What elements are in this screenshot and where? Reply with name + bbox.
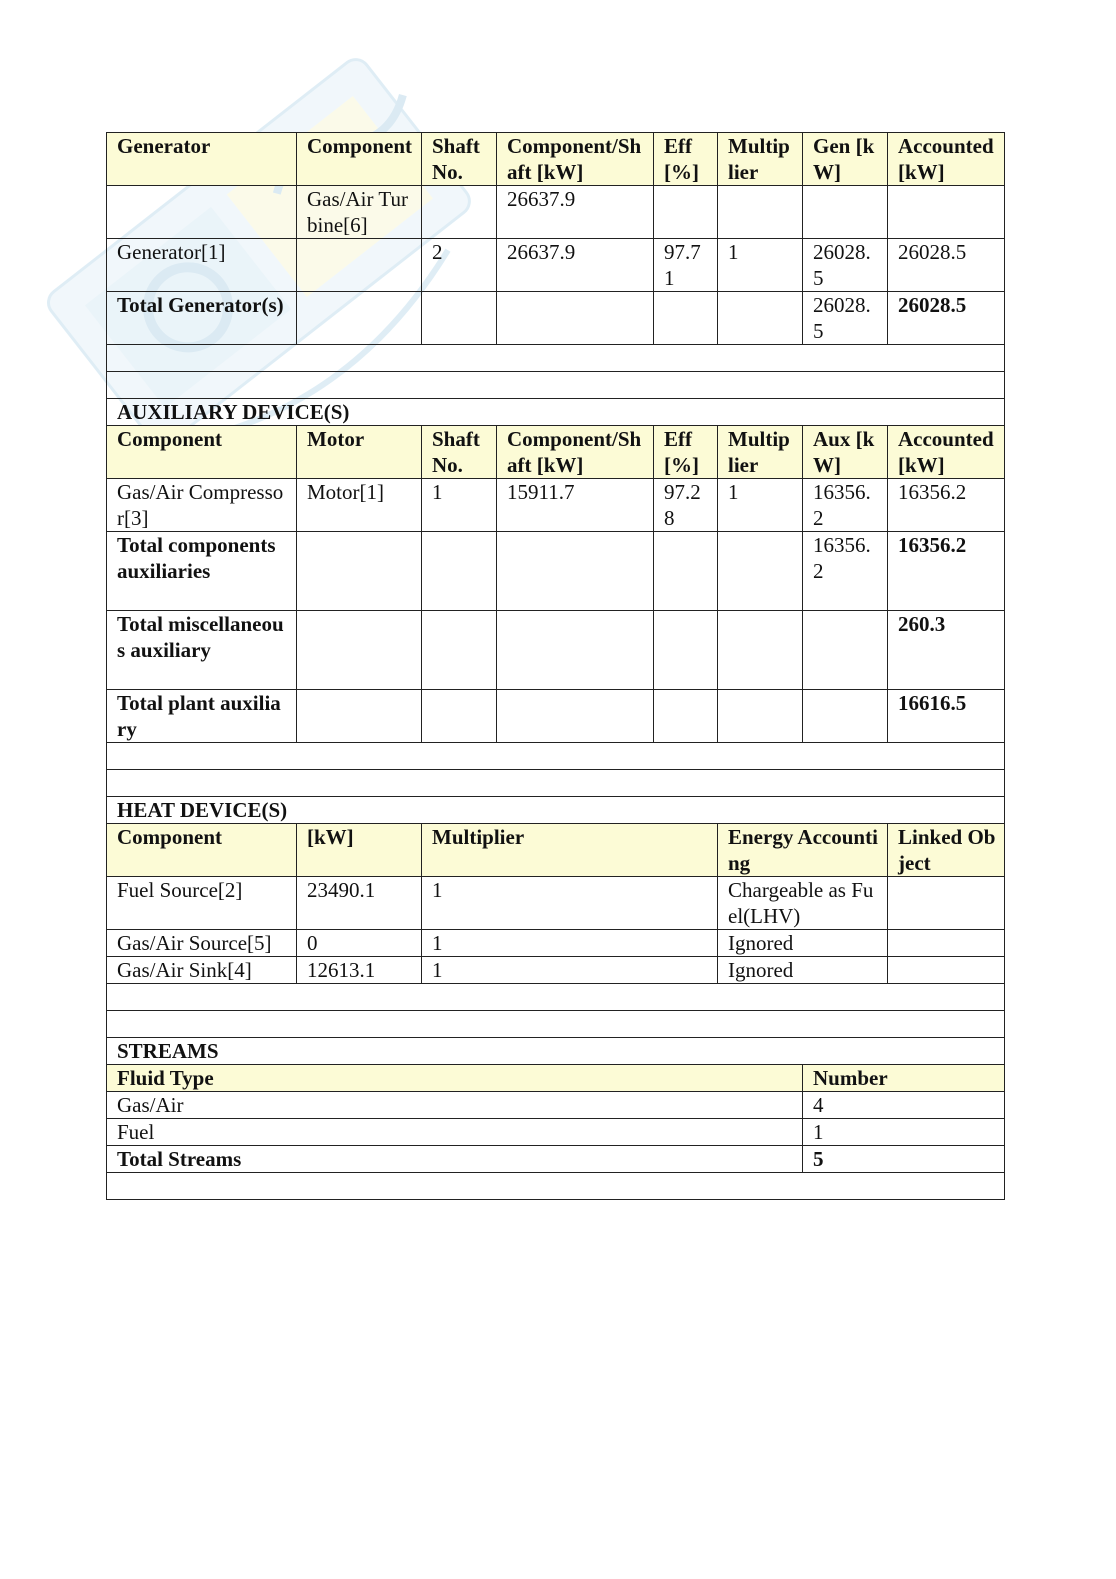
auxiliary-total-row [107,690,1005,743]
header-cell: Multiplier [422,824,718,877]
table-cell [803,611,888,690]
table-cell [297,611,422,690]
header-cell: Energy Accounting [718,824,888,877]
total-value: 16616.5 [888,690,1005,743]
header-cell: Component/Shaft [kW] [497,426,654,479]
table-cell: 1 [422,957,718,984]
spacer-row [107,345,1005,372]
header-cell: Gen [kW] [803,133,888,186]
header-cell: Component [107,426,297,479]
table-cell: 26637.9 [497,239,654,292]
table-cell [888,186,1005,239]
table-row [107,957,1005,984]
header-cell: Fluid Type [107,1065,803,1092]
table-cell: 97.71 [654,239,718,292]
total-value: 260.3 [888,611,1005,690]
auxiliary-header-row [107,426,1005,479]
table-cell: 26028.5 [803,239,888,292]
generator-header-row [107,133,1005,186]
table-cell: 26028.5 [803,292,888,345]
section-title: HEAT DEVICE(S) [107,797,1005,824]
table-cell: Motor[1] [297,479,422,532]
table-cell: 1 [718,239,803,292]
table-cell [718,690,803,743]
table-cell: 4 [803,1092,1005,1119]
table-cell: 16356.2 [803,479,888,532]
total-label: Total components auxiliaries [107,532,297,611]
section-title: STREAMS [107,1038,1005,1065]
spacer-row [107,984,1005,1011]
table-cell: 16356.2 [888,479,1005,532]
table-row [107,239,1005,292]
table-cell: 1 [422,930,718,957]
header-cell: Aux [kW] [803,426,888,479]
table-cell [422,690,497,743]
streams-header-row [107,1065,1005,1092]
table-row [107,930,1005,957]
table-cell: 12613.1 [297,957,422,984]
heat-header-row [107,824,1005,877]
table-row [107,1119,1005,1146]
header-cell: Motor [297,426,422,479]
table-cell: 0 [297,930,422,957]
table-cell: Ignored [718,930,888,957]
auxiliary-total-row [107,611,1005,690]
table-cell: Generator[1] [107,239,297,292]
table-row [107,877,1005,930]
table-cell: Fuel Source[2] [107,877,297,930]
heat-section-title-row [107,797,1005,824]
table-cell: 15911.7 [497,479,654,532]
spacer-row [107,372,1005,399]
table-cell: 26028.5 [888,239,1005,292]
table-cell: 2 [422,239,497,292]
table-cell: 26637.9 [497,186,654,239]
table-cell: Ignored [718,957,888,984]
total-label: Total miscellaneous auxiliary [107,611,297,690]
table-cell [718,611,803,690]
table-cell [422,611,497,690]
auxiliary-total-row [107,532,1005,611]
table-cell [718,532,803,611]
table-cell [718,292,803,345]
table-cell [654,611,718,690]
table-cell [888,957,1005,984]
table-cell [654,690,718,743]
table-cell [718,186,803,239]
header-cell: Shaft No. [422,426,497,479]
table-cell: 16356.2 [803,532,888,611]
table-cell: Gas/Air Sink[4] [107,957,297,984]
total-value: 5 [803,1146,1005,1173]
table-cell [497,611,654,690]
table-cell [297,292,422,345]
table-cell: 1 [422,877,718,930]
table-row [107,186,1005,239]
streams-section-title-row [107,1038,1005,1065]
spacer-row [107,1173,1005,1200]
total-value: 16356.2 [888,532,1005,611]
table-cell: 1 [803,1119,1005,1146]
header-cell: Accounted [kW] [888,426,1005,479]
header-cell: Eff [%] [654,133,718,186]
table-cell: 1 [718,479,803,532]
section-title: AUXILIARY DEVICE(S) [107,399,1005,426]
header-cell: Shaft No. [422,133,497,186]
header-cell: Accounted [kW] [888,133,1005,186]
table-cell [888,877,1005,930]
header-cell: Generator [107,133,297,186]
table-cell: 97.28 [654,479,718,532]
header-cell: Component [107,824,297,877]
header-cell: [kW] [297,824,422,877]
table-cell [297,239,422,292]
report-table [106,132,1005,1200]
table-row [107,1092,1005,1119]
total-value: 26028.5 [888,292,1005,345]
streams-total-row [107,1146,1005,1173]
table-cell [297,532,422,611]
total-label: Total Streams [107,1146,803,1173]
header-cell: Component [297,133,422,186]
table-cell: Gas/Air Compressor[3] [107,479,297,532]
header-cell: Component/Shaft [kW] [497,133,654,186]
table-cell [497,532,654,611]
table-cell: 1 [422,479,497,532]
header-cell: Number [803,1065,1005,1092]
table-cell [803,186,888,239]
table-cell: Gas/Air Source[5] [107,930,297,957]
table-cell [422,532,497,611]
table-cell: Gas/Air Turbine[6] [297,186,422,239]
table-cell: Gas/Air [107,1092,803,1119]
auxiliary-section-title-row [107,399,1005,426]
table-cell: Chargeable as Fuel(LHV) [718,877,888,930]
table-cell [107,186,297,239]
spacer-row [107,743,1005,770]
table-cell [497,292,654,345]
table-cell: 23490.1 [297,877,422,930]
total-label: Total plant auxiliary [107,690,297,743]
header-cell: Multiplier [718,133,803,186]
header-cell: Multiplier [718,426,803,479]
table-cell [803,690,888,743]
total-label: Total Generator(s) [107,292,297,345]
generator-total-row [107,292,1005,345]
table-cell [654,292,718,345]
header-cell: Eff [%] [654,426,718,479]
table-cell [297,690,422,743]
table-cell [654,532,718,611]
table-cell [497,690,654,743]
spacer-row [107,1011,1005,1038]
table-cell [654,186,718,239]
table-cell: Fuel [107,1119,803,1146]
header-cell: Linked Object [888,824,1005,877]
table-cell [422,186,497,239]
table-cell [422,292,497,345]
table-row [107,479,1005,532]
spacer-row [107,770,1005,797]
table-cell [888,930,1005,957]
